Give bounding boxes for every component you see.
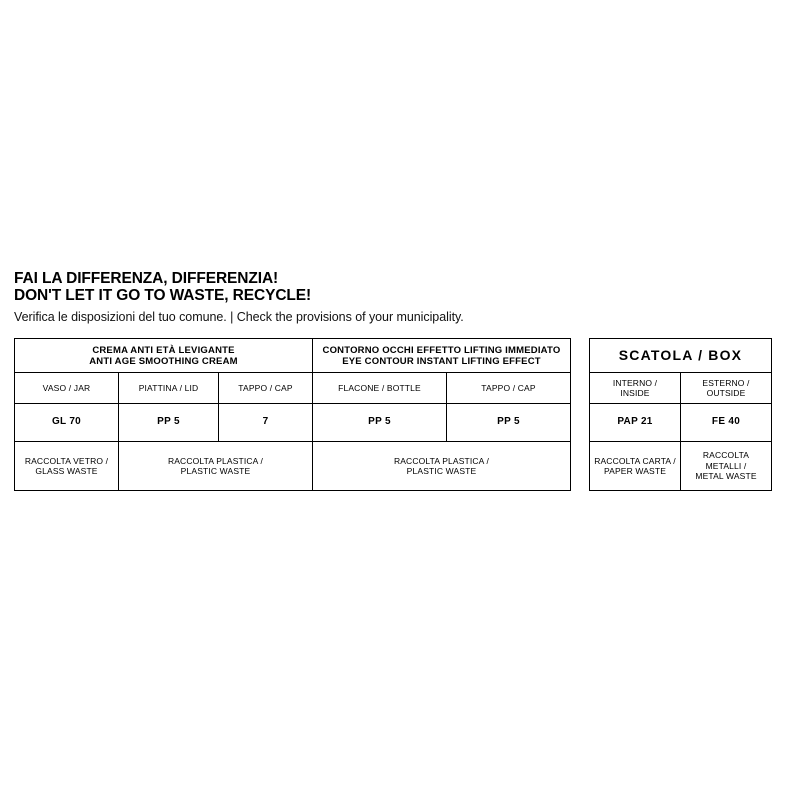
box-waste-it-1: RACCOLTA CARTA /	[594, 455, 676, 466]
material-code-cell-5: PP 5	[447, 404, 571, 442]
headline-line-en: DON'T LET IT GO TO WASTE, RECYCLE!	[14, 287, 312, 304]
material-code-cell-2: PP 5	[119, 404, 219, 442]
box-part-cell-2	[681, 373, 772, 404]
product-name-cell-1	[15, 339, 313, 373]
municipality-note: Verifica le disposizioni del tuo comune. | Check the provisions of your municipality.	[14, 310, 464, 324]
material-code-cell-3: 7	[219, 404, 313, 442]
waste-line-en-1: GLASS WASTE	[35, 466, 98, 476]
product-packaging-table	[14, 338, 571, 491]
box-part-cell-1	[590, 373, 681, 404]
table-row-material-codes	[15, 404, 571, 442]
part-cell-5: TAPPO / CAP	[447, 373, 571, 404]
box-material-code-cell-2: FE 40	[681, 404, 772, 442]
box-waste-cell-1	[590, 442, 681, 491]
box-waste-en-1: PAPER WASTE	[603, 466, 667, 476]
box-waste-en-2: METAL WASTE	[695, 471, 757, 482]
product-name-it-1: CREMA ANTI ETÀ LEVIGANTE	[92, 344, 235, 356]
box-waste-it-2: RACCOLTA METALLI /	[702, 450, 750, 471]
product-name-en-1: ANTI AGE SMOOTHING CREAM	[89, 355, 238, 367]
box-waste-cell-2	[681, 442, 772, 491]
waste-cell-2	[119, 442, 313, 491]
part-cell-1: VASO / JAR	[15, 373, 119, 404]
waste-cell-1	[15, 442, 119, 491]
part-cell-3: TAPPO / CAP	[219, 373, 313, 404]
tables-row	[14, 338, 786, 491]
page-title	[14, 270, 786, 304]
part-cell-4: FLACONE / BOTTLE	[313, 373, 447, 404]
box-title-cell: SCATOLA / BOX	[590, 339, 772, 373]
box-part-it-1: INTERNO /	[612, 377, 658, 388]
waste-line-it-2: RACCOLTA PLASTICA /	[167, 455, 264, 466]
material-code-cell-1: GL 70	[15, 404, 119, 442]
table-row-waste-streams	[15, 442, 571, 491]
waste-line-en-2: PLASTIC WASTE	[180, 466, 251, 476]
product-name-it-2: CONTORNO OCCHI EFFETTO LIFTING IMMEDIATO	[322, 344, 561, 356]
product-name-cell-2	[313, 339, 571, 373]
waste-cell-3	[313, 442, 571, 491]
waste-line-it-1: RACCOLTA VETRO /	[24, 455, 109, 466]
table-row-box-codes	[590, 404, 772, 442]
table-row-box-waste	[590, 442, 772, 491]
table-row-product-names	[15, 339, 571, 373]
table-row-box-parts	[590, 373, 772, 404]
box-part-en-1: INSIDE	[620, 388, 650, 398]
waste-line-it-3: RACCOLTA PLASTICA /	[393, 455, 490, 466]
product-name-en-2: EYE CONTOUR INSTANT LIFTING EFFECT	[342, 355, 541, 367]
table-row-parts	[15, 373, 571, 404]
part-cell-2: PIATTINA / LID	[119, 373, 219, 404]
headline-line-it: FAI LA DIFFERENZA, DIFFERENZIA!	[14, 270, 279, 287]
box-material-code-cell-1: PAP 21	[590, 404, 681, 442]
box-packaging-table	[589, 338, 772, 491]
box-part-it-2: ESTERNO /	[702, 377, 750, 388]
table-row-box-title	[590, 339, 772, 373]
material-code-cell-4: PP 5	[313, 404, 447, 442]
recycling-info-sheet	[14, 270, 786, 491]
waste-line-en-3: PLASTIC WASTE	[406, 466, 477, 476]
box-part-en-2: OUTSIDE	[706, 388, 746, 398]
